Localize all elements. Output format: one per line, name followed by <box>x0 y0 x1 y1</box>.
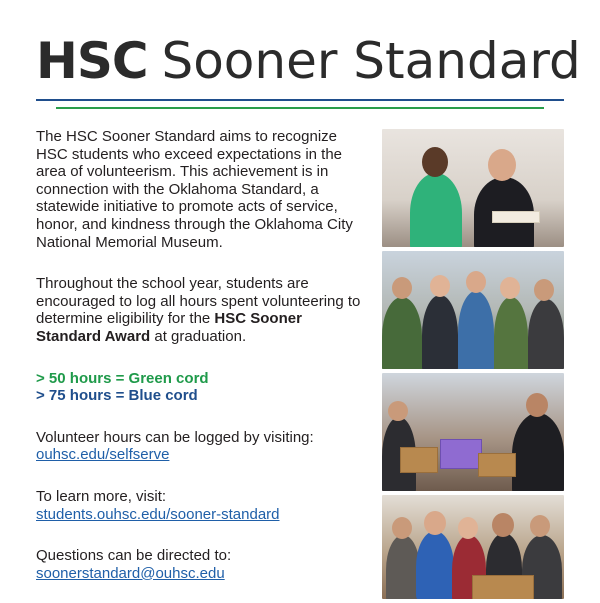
photo-column <box>382 129 564 603</box>
text-column <box>36 128 366 582</box>
title-light: Sooner Standard <box>161 32 581 90</box>
green-cord-line: > 50 hours = Green cord <box>36 369 209 387</box>
award-name: HSC Sooner Standard Award <box>36 310 302 345</box>
intro-paragraph: The HSC Sooner Standard aims to recognize HSC students who exceed expectations in the area of volunteerism. This achievement is in connection with the Oklahoma Standard, a statewide initiative to promote acts of service, honor, and kindness through the Oklahoma City National Memorial Museum. <box>36 128 353 251</box>
volunteer-photo-group-boxes <box>382 495 564 599</box>
learn-more-section <box>36 488 366 523</box>
log-hours-label: Volunteer hours can be logged by visiting: <box>36 428 314 446</box>
volunteer-photo-packing <box>382 373 564 491</box>
email-link[interactable]: soonerstandard@ouhsc.edu <box>36 564 225 582</box>
log-hours-section <box>36 429 366 464</box>
title-divider-green <box>56 107 544 109</box>
questions-label: Questions can be directed to: <box>36 547 232 565</box>
questions-section <box>36 547 366 582</box>
selfserve-link[interactable]: ouhsc.edu/selfserve <box>36 446 170 464</box>
blue-cord-line: > 75 hours = Blue cord <box>36 387 198 405</box>
log-paragraph-after: at graduation. <box>150 327 247 345</box>
volunteer-photo-painting <box>382 129 564 247</box>
title-divider-blue <box>36 99 564 101</box>
learn-more-label: To learn more, visit: <box>36 487 167 505</box>
log-paragraph <box>36 275 366 345</box>
page-title <box>36 30 581 92</box>
cord-requirements <box>36 370 366 405</box>
title-bold: HSC <box>36 32 148 90</box>
sooner-standard-link[interactable]: students.ouhsc.edu/sooner-standard <box>36 505 280 523</box>
log-paragraph-before: Throughout the school year, students are encouraged to log all hours spent volunteering to determine eligibility for the <box>36 275 361 328</box>
volunteer-photo-group-outdoor <box>382 251 564 369</box>
